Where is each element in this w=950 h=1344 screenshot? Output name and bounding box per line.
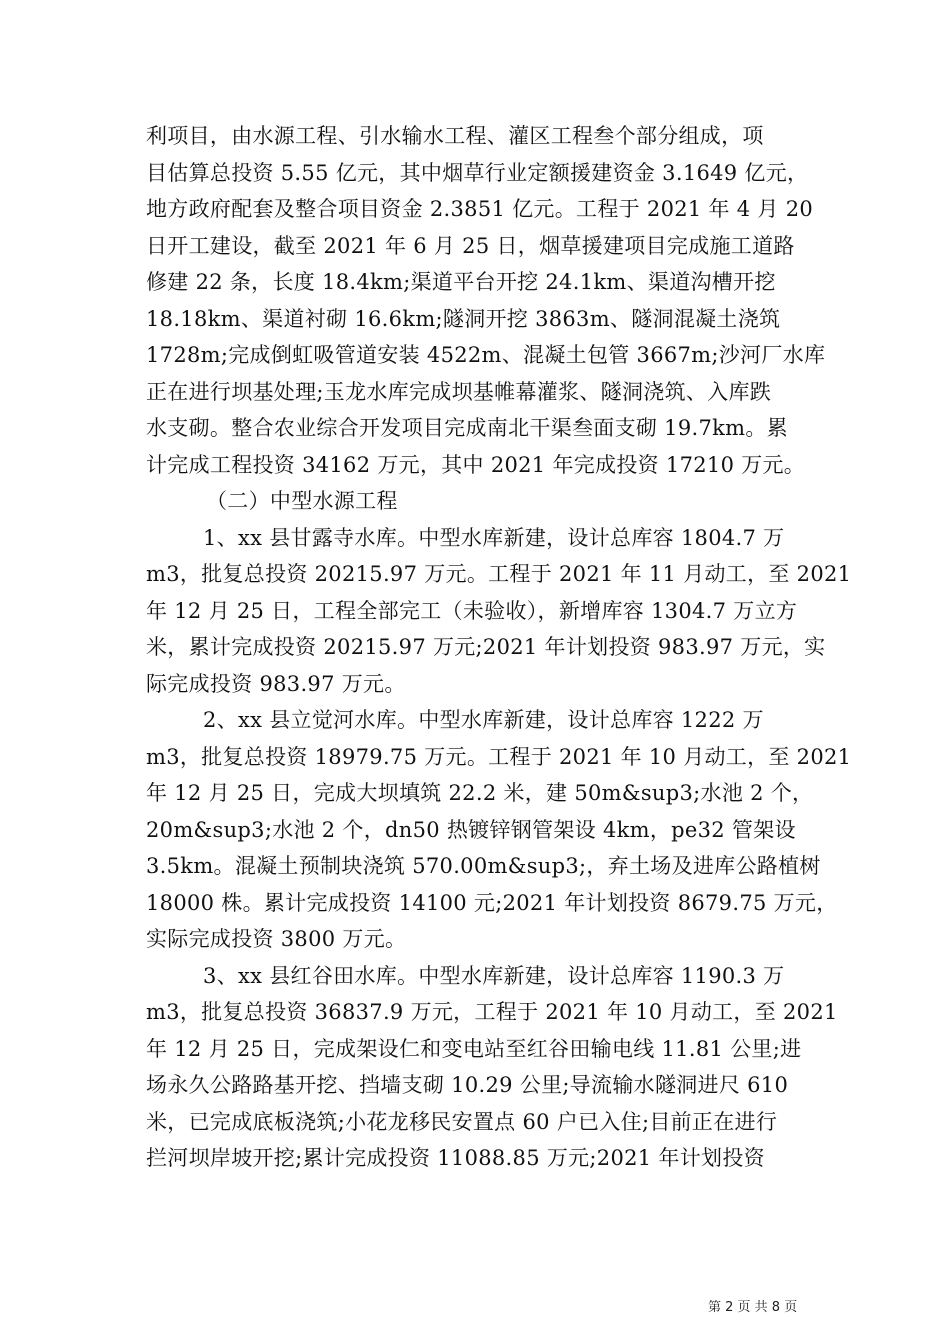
text-line: 拦河坝岸坡开挖;累计完成投资 11088.85 万元;2021 年计划投资 — [146, 1146, 765, 1170]
text-line: m3，批复总投资 20215.97 万元。工程于 2021 年 11 月动工，至 2021 — [146, 562, 852, 586]
page-number: 第 2 页 共 8 页 — [708, 1300, 798, 1315]
text-line: 年 12 月 25 日，完成大坝填筑 22.2 米，建 50m&sup3;水池 2 个， — [146, 781, 814, 805]
text-line: 3.5km。混凝土预制块浇筑 570.00m&sup3;，弃土场及进库公路植树 — [146, 854, 821, 878]
text-line: 2、xx 县立觉河水库。中型水库新建，设计总库容 1222 万 — [203, 708, 764, 732]
text-line: 3、xx 县红谷田水库。中型水库新建，设计总库容 1190.3 万 — [203, 963, 785, 988]
text-line: 1728m;完成倒虹吸管道安装 4522m、混凝土包管 3667m;沙河厂水库 — [146, 343, 826, 367]
text-line: 20m&sup3;水池 2 个，dn50 热镀锌钢管架设 4km，pe32 管架设 — [146, 817, 796, 842]
section-heading: （二）中型水源工程 — [206, 489, 398, 513]
text-line: 日开工建设，截至 2021 年 6 月 25 日，烟草援建项目完成施工道路 — [146, 233, 795, 258]
text-line: 实际完成投资 3800 万元。 — [146, 927, 407, 951]
text-line: 正在进行坝基处理;玉龙水库完成坝基帷幕灌浆、隧洞浇筑、入库跌 — [146, 379, 772, 404]
text-line: 1、xx 县甘露寺水库。中型水库新建，设计总库容 1804.7 万 — [203, 525, 785, 550]
text-line: 利项目，由水源工程、引水输水工程、灌区工程叁个部分组成，项 — [146, 124, 764, 148]
text-line: 米，累计完成投资 20215.97 万元;2021 年计划投资 983.97 万元，实 — [146, 635, 826, 659]
text-line: 18.18km、渠道衬砌 16.6km;隧洞开挖 3863m、隧洞混凝土浇筑 — [146, 306, 781, 331]
text-line: m3，批复总投资 36837.9 万元，工程于 2021 年 10 月动工，至 2021 — [146, 1000, 838, 1024]
text-line: 年 12 月 25 日，完成架设仁和变电站至红谷田输电线 11.81 公里;进 — [146, 1036, 802, 1061]
text-line: 计完成工程投资 34162 万元，其中 2021 年完成投资 17210 万元。 — [146, 452, 806, 477]
text-line: 年 12 月 25 日，工程全部完工（未验收），新增库容 1304.7 万立方 — [146, 598, 798, 623]
text-line: 18000 株。累计完成投资 14100 元;2021 年计划投资 8679.75 万元， — [146, 890, 838, 915]
text-line: 水支砌。整合农业综合开发项目完成南北干渠叁面支砌 19.7km。累 — [146, 416, 788, 440]
text-line: 场永久公路路基开挖、挡墙支砌 10.29 公里;导流输水隧洞进尺 610 — [146, 1073, 789, 1097]
text-line: 地方政府配套及整合项目资金 2.3851 亿元。工程于 2021 年 4 月 20 — [146, 197, 814, 221]
document-body — [146, 118, 852, 1177]
text-line: 目估算总投资 5.55 亿元，其中烟草行业定额援建资金 3.1649 亿元， — [146, 160, 809, 185]
text-line: 米，已完成底板浇筑;小花龙移民安置点 60 户已入住;目前正在进行 — [146, 1109, 778, 1134]
text-line: 际完成投资 983.97 万元。 — [146, 671, 406, 696]
text-line: 修建 22 条，长度 18.4km;渠道平台开挖 24.1km、渠道沟槽开挖 — [146, 270, 776, 294]
text-line: m3，批复总投资 18979.75 万元。工程于 2021 年 10 月动工，至 2021 — [146, 744, 852, 769]
